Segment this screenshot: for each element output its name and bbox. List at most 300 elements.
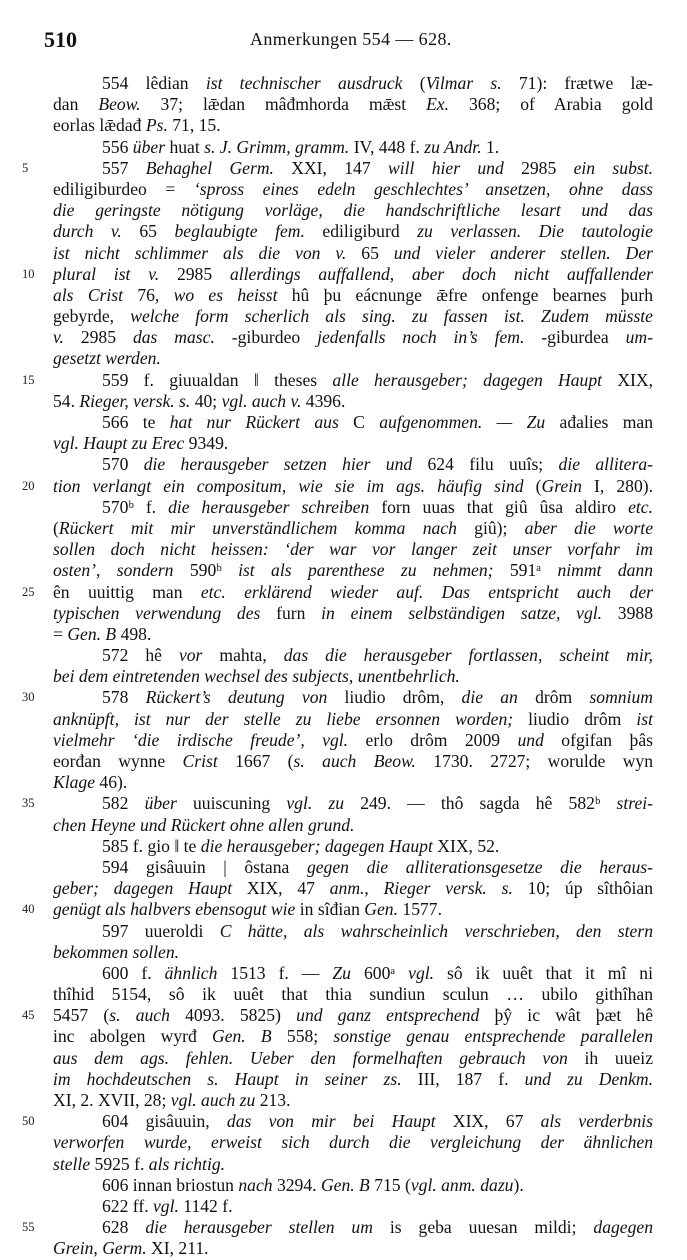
roman-segment: 3988 (602, 602, 653, 623)
italic-segment: nach (238, 1174, 273, 1195)
italic-segment: die herausgeber; dagegen Haupt (200, 835, 433, 856)
italic-segment: über (144, 793, 177, 814)
italic-segment: Behaghel Germ. (145, 157, 274, 178)
italic-segment: aus dem ags. fehlen. Ueber den formelhaften gebrauch von (53, 1047, 568, 1068)
roman-segment: I, 280). (581, 475, 654, 496)
roman-segment: furn (260, 602, 322, 623)
italic-segment: und zu Denkm. (524, 1068, 653, 1089)
text-line (0, 560, 687, 581)
roman-segment: XI, 211. (146, 1238, 209, 1259)
text-line (0, 984, 687, 1005)
line-text (53, 1154, 653, 1175)
line-text (53, 1005, 653, 1026)
line-text (53, 709, 653, 730)
roman-segment: ediligiburd (304, 221, 418, 242)
line-text (53, 1090, 653, 1111)
italic-segment: als richtig. (148, 1153, 226, 1174)
roman-segment: ). (513, 1174, 524, 1195)
text-line (0, 751, 687, 772)
italic-segment: zu Andr. (424, 136, 482, 157)
italic-segment: die herausgeber schreiben (168, 496, 370, 517)
line-text (53, 1048, 653, 1069)
roman-segment: 1513 f. — (217, 962, 333, 983)
roman-segment: ( (53, 517, 59, 538)
roman-segment: þŷ ic wât þæt hê (479, 1005, 654, 1026)
italic-segment: will hier und (387, 157, 504, 178)
roman-segment: 1730. 2727; worulde wyn (415, 751, 654, 771)
line-text (102, 1217, 653, 1238)
italic-segment: als Crist (53, 284, 124, 305)
italic-segment: Rieger, versk. s. (79, 390, 191, 411)
italic-segment: C hätte, als wahrscheinlich verschrieben, den stern (219, 920, 653, 941)
roman-segment: -giburdea (524, 327, 626, 348)
line-number: 45 (22, 1008, 35, 1023)
line-text (102, 137, 653, 158)
italic-segment: durch v. (53, 221, 122, 242)
line-text (53, 306, 653, 327)
italic-segment: genügt als halbvers ebensogut wie (53, 899, 296, 920)
italic-segment: ist nicht schlimmer als die von v. (53, 242, 347, 263)
roman-segment: giû); (456, 517, 525, 538)
line-number: 50 (22, 1114, 35, 1129)
text-line (0, 179, 687, 200)
text-line (0, 391, 687, 412)
roman-segment: 578 (102, 687, 146, 708)
italic-segment: die allitera- (558, 454, 653, 475)
line-text (102, 687, 653, 708)
line-number: 10 (22, 266, 35, 281)
line-number: 30 (22, 690, 35, 705)
text-line (0, 348, 687, 369)
roman-segment: liudio drôm (513, 708, 637, 729)
text-line (0, 1090, 687, 1111)
italic-segment: Crist (182, 751, 218, 771)
italic-segment: Gen. (364, 899, 398, 920)
italic-segment: Zu (332, 962, 351, 983)
italic-segment: die herausgeber setzen hier und (143, 454, 413, 475)
roman-segment: thîhid 5154, sô ik uuêt that thia sundiun sculun … ubilo githîhan (53, 984, 653, 1005)
italic-segment: Gen. B (67, 623, 117, 644)
italic-segment: in einem selbständigen satze, vgl. (321, 602, 603, 623)
italic-segment: Gen. B (320, 1174, 370, 1195)
roman-segment: 606 innan briostun (102, 1174, 239, 1195)
line-text (102, 158, 653, 179)
italic-segment: ähnlich (164, 962, 218, 983)
line-text (53, 878, 653, 899)
roman-segment: 572 hê (102, 645, 179, 666)
italic-segment: ist technischer ausdruck (205, 73, 403, 93)
italic-segment: Ps. (145, 115, 168, 136)
roman-segment: 54. (53, 390, 80, 411)
italic-segment: ‘spross eines edeln geschlechtes’ ansetzen, ohne dass (193, 178, 653, 199)
roman-segment: in sîđian (295, 899, 365, 920)
italic-segment: das masc. (132, 327, 215, 348)
line-text (102, 857, 653, 878)
roman-segment: eorđan wynne (53, 751, 183, 771)
italic-segment: geber; dagegen Haupt (53, 878, 233, 899)
roman-segment: 624 filu uuîs; (412, 454, 559, 475)
text-line (0, 899, 687, 920)
line-text (53, 327, 653, 348)
line-number: 20 (22, 478, 35, 493)
italic-segment: ist (636, 708, 654, 729)
roman-segment: 594 gisâuuin | ôstana (102, 856, 307, 877)
text-line (0, 1005, 687, 1026)
line-number: 5 (22, 160, 29, 175)
roman-segment: 3294. (272, 1174, 321, 1195)
italic-segment: typischen verwendung des (53, 602, 261, 623)
roman-segment: huat (165, 136, 205, 157)
line-text (53, 115, 653, 136)
text-line (0, 1048, 687, 1069)
roman-segment: 585 f. gio ‖ te (102, 835, 201, 856)
italic-segment: strei- (616, 793, 654, 814)
text-line (0, 878, 687, 899)
text-line (0, 1026, 687, 1047)
text-line (0, 963, 687, 984)
roman-segment: ( (523, 475, 542, 496)
italic-segment: vgl. auch zu (170, 1090, 256, 1110)
roman-segment: ên uuittig man (53, 581, 201, 602)
roman-segment: 37; lǣdan mâđmhorda mǣst (140, 94, 427, 115)
italic-segment: zu verlassen. Die tautologie (417, 221, 653, 242)
line-text (102, 963, 653, 984)
italic-segment: stelle (53, 1153, 91, 1174)
running-head: Anmerkungen 554 — 628. (250, 29, 452, 49)
italic-segment: die an (461, 687, 518, 708)
roman-segment: 1667 ( (217, 751, 294, 771)
italic-segment: v. (53, 327, 64, 348)
page-header (44, 27, 654, 53)
roman-segment: 71, 15. (167, 115, 221, 136)
text-line (0, 158, 687, 179)
italic-segment: etc. erklärend wieder auf. Das entspricht auch der (200, 581, 653, 602)
text-line (0, 1196, 687, 1217)
roman-segment: 600ᵃ (350, 962, 409, 983)
text-line (0, 264, 687, 285)
roman-segment: liudio drôm, (327, 687, 462, 708)
text-line (0, 476, 687, 497)
roman-segment: 591ᵃ (493, 560, 558, 581)
roman-segment: 566 te (102, 412, 170, 432)
italic-segment: somnium (589, 687, 653, 708)
line-text (53, 179, 653, 200)
line-text (53, 94, 653, 115)
italic-segment: und ganz entsprechend (296, 1005, 480, 1026)
italic-segment: osten’, sondern (53, 560, 174, 581)
roman-segment: ofgifan þâs (543, 729, 653, 750)
text-line (0, 1217, 687, 1238)
line-text (102, 1111, 653, 1132)
line-text (53, 1069, 653, 1090)
roman-segment: 46). (95, 772, 128, 793)
roman-segment: 559 f. giuualdan ‖ theses (102, 369, 333, 390)
line-text (53, 476, 653, 497)
line-text (53, 1026, 653, 1047)
line-text (102, 73, 653, 94)
line-text (53, 433, 653, 454)
roman-segment: 213. (255, 1090, 291, 1110)
line-text (102, 921, 653, 942)
roman-segment: 5925 f. (90, 1153, 149, 1174)
italic-segment: anm., Rieger versk. s. (329, 878, 513, 899)
text-line (0, 603, 687, 624)
roman-segment: III, 187 f. (401, 1068, 525, 1089)
line-text (53, 348, 653, 369)
text-line (0, 730, 687, 751)
italic-segment: gegen die alliterationsgesetze die heraus- (306, 856, 653, 877)
italic-segment: das die herausgeber fortlassen, scheint mir, (283, 645, 654, 666)
italic-segment: und (517, 729, 544, 750)
roman-segment: hû þu eácnunge ǣfre onfenge bearnes þurh (277, 284, 653, 305)
roman-segment: = (53, 623, 68, 644)
italic-segment: welche form scherlich als sing. zu fassen ist. Zudem müsste (130, 306, 653, 327)
annotations-body (0, 73, 687, 1260)
line-number: 40 (22, 902, 35, 917)
roman-segment: dan (53, 94, 99, 115)
line-text (53, 899, 653, 920)
roman-segment: eorlas lǣdađ (53, 115, 146, 136)
roman-segment: 556 (102, 136, 133, 157)
text-line (0, 433, 687, 454)
italic-segment: aufgenommen. — Zu (379, 412, 546, 432)
italic-segment: vor (178, 645, 203, 666)
line-text (102, 1196, 653, 1217)
italic-segment: und vieler anderer stellen. Der (393, 242, 653, 263)
italic-segment: um- (625, 327, 653, 348)
roman-segment: 1577. (398, 899, 442, 920)
line-text (53, 200, 653, 221)
italic-segment: gesetzt werden. (53, 348, 161, 369)
italic-segment: vgl. (153, 1195, 179, 1216)
italic-segment: Klage (53, 772, 96, 793)
italic-segment: die geringste nötigung vorläge, die handschriftliche lesart und das (53, 200, 653, 221)
text-line (0, 454, 687, 475)
roman-segment: mahta, (202, 645, 284, 666)
italic-segment: chen Heyne und Rückert ohne allen grund. (53, 814, 355, 835)
italic-segment: s. auch (109, 1005, 170, 1026)
text-line (0, 1238, 687, 1259)
italic-segment: wo es heisst (173, 284, 278, 305)
roman-segment: 71): frætwe læ- (501, 73, 653, 93)
roman-segment: 40; (190, 390, 222, 411)
line-text (102, 454, 653, 475)
text-line (0, 857, 687, 878)
line-number: 25 (22, 584, 35, 599)
roman-segment: XXI, 147 (273, 157, 388, 178)
text-line (0, 582, 687, 603)
roman-segment: 249. — thô sagda hê 582ᵇ (344, 793, 617, 814)
text-line (0, 1111, 687, 1132)
roman-segment: ( (402, 73, 426, 93)
roman-segment: 570ᵇ f. (102, 496, 169, 517)
line-text (53, 984, 653, 1005)
roman-segment: 2985 (63, 327, 133, 348)
line-text (53, 1238, 653, 1259)
italic-segment: s. auch Beow. (293, 751, 416, 771)
roman-segment: uuiscuning (176, 793, 287, 814)
italic-segment: alle herausgeber; dagegen Haupt (332, 369, 603, 390)
italic-segment: sollen doch nicht heissen: ‘der war vor langer zeit unser vorfahr im (53, 539, 653, 560)
roman-segment: XIX, 47 (232, 878, 330, 899)
roman-segment: 590ᵇ (173, 560, 239, 581)
italic-segment: Rückert’s deutung von (145, 687, 328, 708)
line-text (53, 1132, 653, 1153)
italic-segment: Gen. B (212, 1026, 272, 1047)
text-line (0, 73, 687, 94)
italic-segment: allerdings auffallend, aber doch nicht auffallender (229, 263, 654, 284)
roman-segment: 4396. (301, 390, 346, 411)
italic-segment: vgl. auch v. (221, 390, 302, 411)
italic-segment: Beow. (98, 94, 141, 115)
italic-segment: die herausgeber stellen um (145, 1217, 373, 1238)
roman-segment: 604 gisâuuin, (102, 1111, 227, 1132)
line-text (102, 370, 653, 391)
line-text (53, 815, 653, 836)
line-text (53, 221, 653, 242)
roman-segment: 558; (271, 1026, 334, 1047)
line-text (53, 772, 653, 793)
roman-segment: 10; úp sîthôian (512, 878, 654, 899)
italic-segment: als verderbnis (540, 1111, 653, 1132)
italic-segment: s. J. Grimm, gramm. (204, 136, 350, 157)
italic-segment: aber die worte (524, 517, 653, 538)
line-text (53, 539, 653, 560)
text-line (0, 1132, 687, 1153)
text-line (0, 624, 687, 645)
roman-segment: 2985 (159, 263, 230, 284)
text-line (0, 772, 687, 793)
line-text (53, 751, 653, 772)
roman-segment: XIX, (602, 369, 653, 390)
roman-segment: 4093. 5825) (169, 1005, 297, 1026)
roman-segment: drôm (517, 687, 590, 708)
roman-segment: C (338, 412, 380, 432)
text-line (0, 1154, 687, 1175)
italic-segment: vgl. zu (286, 793, 345, 814)
roman-segment: 557 (102, 157, 146, 178)
roman-segment: 582 (102, 793, 145, 814)
line-text (53, 624, 653, 645)
text-line (0, 687, 687, 708)
roman-segment: ih uueiz (567, 1047, 654, 1068)
italic-segment: nimmt dann (557, 560, 654, 581)
line-text (53, 285, 653, 306)
page-number: 510 (44, 27, 77, 52)
italic-segment: vgl. (408, 962, 435, 983)
roman-segment: 5457 ( (53, 1005, 110, 1026)
text-line (0, 497, 687, 518)
text-line (0, 518, 687, 539)
italic-segment: vielmehr ‘die irdische freude’, vgl. (53, 729, 349, 750)
line-text (53, 666, 653, 687)
line-number: 35 (22, 796, 35, 811)
line-text (53, 582, 653, 603)
italic-segment: etc. (628, 496, 653, 517)
roman-segment: is geba uuesan mildi; (372, 1217, 594, 1238)
line-text (53, 264, 653, 285)
line-text (102, 836, 653, 857)
roman-segment: 628 (102, 1217, 146, 1238)
italic-segment: Grein (541, 475, 582, 496)
italic-segment: Vilmar s. (425, 73, 502, 93)
text-line (0, 539, 687, 560)
italic-segment: im hochdeutschen s. Haupt in seiner zs. (53, 1068, 402, 1089)
roman-segment: 65 (121, 221, 175, 242)
roman-segment: inc abolgen wyrđ (53, 1026, 212, 1047)
text-line (0, 370, 687, 391)
italic-segment: über (132, 136, 166, 157)
roman-segment: 498. (116, 623, 152, 644)
roman-segment: 2985 (503, 157, 574, 178)
text-line (0, 709, 687, 730)
text-line (0, 306, 687, 327)
italic-segment: Grein, Germ. (53, 1238, 147, 1259)
italic-segment: tion verlangt ein compositum, wie sie im ags. häufig sind (53, 475, 524, 496)
line-text (53, 730, 653, 751)
text-line (0, 327, 687, 348)
roman-segment: 76, (123, 284, 174, 305)
roman-segment: 554 lêdian (102, 73, 206, 93)
roman-segment: 9349. (184, 433, 229, 454)
line-text (53, 603, 653, 624)
roman-segment: 570 (102, 454, 144, 475)
italic-segment: plural ist v. (53, 263, 160, 284)
text-line (0, 645, 687, 666)
italic-segment: bekommen sollen. (53, 941, 180, 962)
roman-segment: 1. (481, 136, 500, 157)
line-text (102, 793, 653, 814)
italic-segment: vgl. Haupt zu Erec (53, 433, 185, 454)
roman-segment: XIX, 52. (432, 835, 500, 856)
text-line (0, 1175, 687, 1196)
line-text (102, 1175, 653, 1196)
roman-segment: sô ik uuêt that it mî ni (434, 962, 653, 983)
text-line (0, 221, 687, 242)
line-text (102, 497, 653, 518)
text-line (0, 921, 687, 942)
text-line (0, 94, 687, 115)
roman-segment: 597 uueroldi (102, 920, 220, 941)
text-line (0, 1069, 687, 1090)
line-text (53, 560, 653, 581)
text-line (0, 412, 687, 433)
italic-segment: Rückert mit mir unverständlichem komma nach (58, 517, 457, 538)
text-line (0, 285, 687, 306)
italic-segment: ist als parenthese zu nehmen; (238, 560, 494, 581)
line-text (102, 645, 653, 666)
line-number: 55 (22, 1220, 35, 1235)
text-line (0, 836, 687, 857)
roman-segment: forn uuas that giû ûsa aldiro (369, 496, 629, 517)
italic-segment: Ex. (426, 94, 450, 115)
line-text (102, 412, 653, 433)
italic-segment: verworfen wurde, erweist sich durch die vergleichung der ähnlichen (53, 1132, 653, 1153)
italic-segment: das von mir bei Haupt (226, 1111, 436, 1132)
italic-segment: hat nur Rückert aus (169, 412, 339, 432)
roman-segment: XIX, 67 (435, 1111, 541, 1132)
text-line (0, 942, 687, 963)
text-line (0, 137, 687, 158)
roman-segment: 65 (346, 242, 394, 263)
italic-segment: dagegen (593, 1217, 653, 1238)
italic-segment: vgl. anm. dazu (410, 1174, 514, 1195)
line-text (53, 243, 653, 264)
text-line (0, 793, 687, 814)
text-line (0, 115, 687, 136)
line-number: 15 (22, 372, 35, 387)
italic-segment: anknüpft, ist nur der stelle zu liebe ersonnen worden; (53, 708, 514, 729)
